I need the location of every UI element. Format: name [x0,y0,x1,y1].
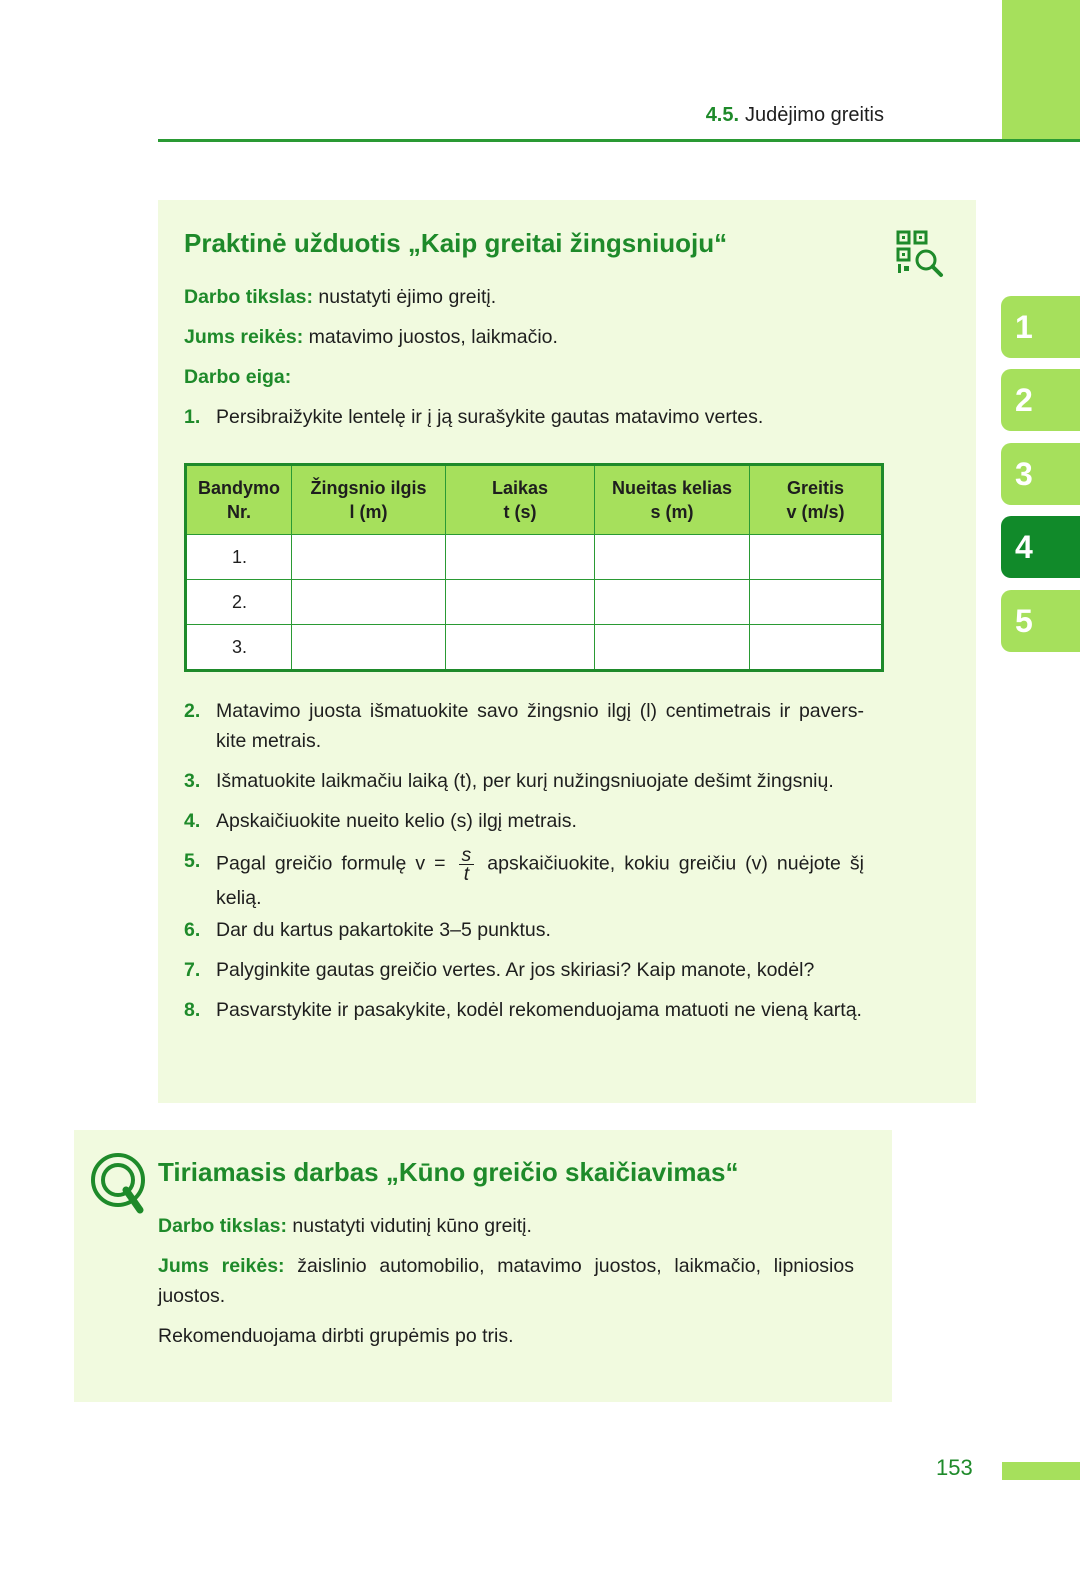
section-title: Judėjimo greitis [745,104,884,126]
page-number: 153 [936,1455,973,1480]
table-cell [446,580,595,625]
table-header: Žingsnio ilgis l (m) [292,465,446,535]
chapter-tab-2[interactable]: 2 [1001,369,1080,431]
research-task-title: Tiriamasis darbas „Kūno greičio skaičiavimas“ [158,1157,739,1187]
table-cell [292,535,446,580]
header-rule [158,139,1080,142]
measurement-table [184,463,884,672]
table-cell [446,625,595,671]
table-cell [750,580,883,625]
table-cell: 1. [186,535,292,580]
table-header: Nueitas kelias s (m) [595,465,750,535]
practical-procedure-label: Darbo eiga: [184,366,292,388]
footer-accent-bar [1002,1462,1080,1480]
table-cell: 3. [186,625,292,671]
table-cell [595,580,750,625]
chapter-tab-3[interactable]: 3 [1001,443,1080,505]
practical-task-title: Praktinė užduotis „Kaip greitai žingsniuoju“ [184,228,728,258]
table-cell [750,625,883,671]
table-cell [292,625,446,671]
table-header: Bandymo Nr. [186,465,292,535]
header-accent-tab [1002,0,1080,140]
step-item: 4. Apskaičiuokite nueito kelio (s) ilgį metrais. [184,810,577,832]
section-number: 4.5. [705,104,740,126]
step-item: 5. Pagal greičio formulę v = $\frac{s}{t}$ apskaičiuokite, kokiu greičiu (v) nuėjote šį kelią. [184,844,864,909]
table-header-row [186,465,883,535]
table-header: Greitis v (m/s) [750,465,883,535]
research-note: Rekomenduojama dirbti grupėmis po tris. [158,1325,514,1347]
table-row [186,535,883,580]
chapter-tab-5[interactable]: 5 [1001,590,1080,652]
chapter-tab-4[interactable]: 4 [1001,516,1080,578]
running-header [706,104,884,127]
table-cell [750,535,883,580]
table-cell: 2. [186,580,292,625]
qr-search-icon [896,230,944,278]
step-item: 3. Išmatuokite laikmačiu laiką (t), per kurį nužingsniuojate dešimt žingsnių. [184,770,834,792]
practical-needs: Jums reikės: matavimo juostos, laikmačio. [184,326,558,348]
practical-goal: Darbo tikslas: nustatyti ėjimo greitį. [184,286,497,308]
research-needs: Jums reikės: žaislinio automobilio, matavimo juostos, laikmačio, lipniosios juostos. [158,1255,854,1307]
step-item: 2. Matavimo juosta išmatuokite savo žingsnio ilgį (l) centimetrais ir pavers-kite metrais. [184,700,864,752]
table-cell [292,580,446,625]
table-header: Laikas t (s) [446,465,595,535]
magnifier-icon [90,1152,152,1218]
step-item: 7. Palyginkite gautas greičio vertes. Ar jos skiriasi? Kaip manote, kodėl? [184,959,815,981]
research-goal: Darbo tikslas: nustatyti vidutinį kūno greitį. [158,1215,532,1237]
table-cell [595,625,750,671]
speed-formula-fraction: $\frac{s}{t}$ [459,846,475,883]
chapter-tab-1[interactable]: 1 [1001,296,1080,358]
step-item: 8. Pasvarstykite ir pasakykite, kodėl rekomenduojama matuoti ne vieną kartą. [184,999,862,1021]
table-cell [595,535,750,580]
step-item: 6. Dar du kartus pakartokite 3–5 punktus. [184,919,551,941]
table-cell [446,535,595,580]
step-item: 1. Persibraižykite lentelę ir į ją surašykite gautas matavimo vertes. [184,406,764,428]
table-row [186,625,883,671]
table-row [186,580,883,625]
